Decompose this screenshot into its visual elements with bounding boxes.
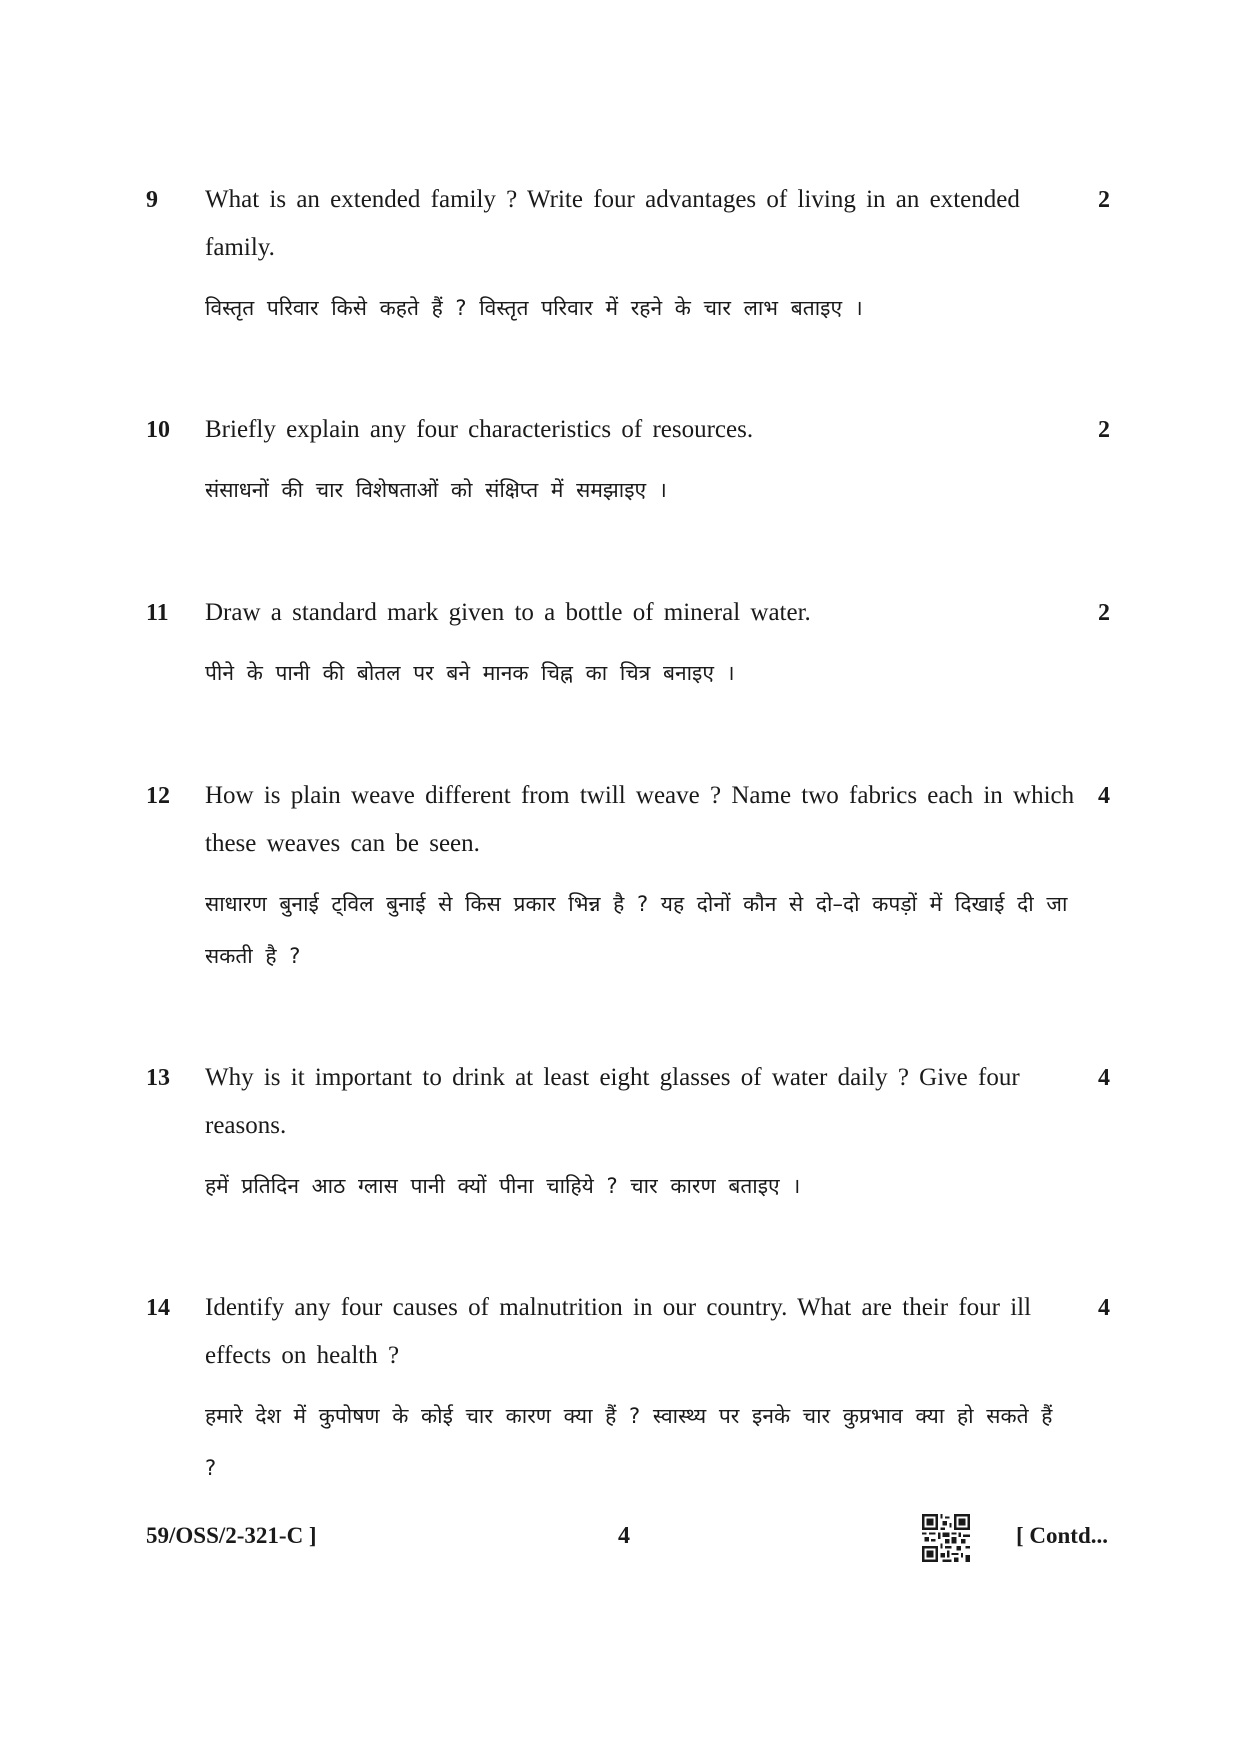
question-text-hindi: साधारण बुनाई ट्विल बुनाई से किस प्रकार भिन्न है ? यह दोनों कौन से दो–दो कपड़ों में दिखाई दी जा सकती है ?	[205, 892, 1068, 968]
question-text-hindi: विस्तृत परिवार किसे कहते हैं ? विस्तृत परिवार में रहने के चार लाभ बताइए ।	[205, 296, 863, 320]
question-text-english: Why is it important to drink at least eight glasses of water daily ? Give four reasons.	[205, 1064, 1020, 1139]
question-body	[205, 772, 1075, 982]
qr-code-icon	[922, 1514, 970, 1562]
continued-label: [ Contd...	[1016, 1523, 1109, 1548]
question-number: 12	[146, 783, 170, 809]
question-marks: 2	[1098, 600, 1110, 626]
paper-code: 59/OSS/2-321-C ]	[146, 1523, 317, 1548]
question-number: 14	[146, 1295, 170, 1321]
question-body	[205, 589, 1075, 699]
question-number: 9	[146, 187, 158, 213]
question-body	[205, 1054, 1075, 1212]
question-text-english: What is an extended family ? Write four advantages of living in an extended family.	[205, 186, 1020, 261]
question-text-english: Briefly explain any four characteristics of resources.	[205, 416, 754, 443]
question-body	[205, 1284, 1075, 1494]
question-marks: 2	[1098, 187, 1110, 213]
question-marks: 4	[1098, 783, 1110, 809]
question-text-english: How is plain weave different from twill weave ? Name two fabrics each in which these weaves can be seen.	[205, 782, 1075, 857]
question-marks: 2	[1098, 417, 1110, 443]
question-body	[205, 176, 1075, 334]
question-text-english: Draw a standard mark given to a bottle of mineral water.	[205, 599, 811, 626]
question-text-hindi: संसाधनों की चार विशेषताओं को संक्षिप्त में समझाइए ।	[205, 478, 667, 502]
question-marks: 4	[1098, 1295, 1110, 1321]
question-text-hindi: हमारे देश में कुपोषण के कोई चार कारण क्या हैं ? स्वास्थ्य पर इनके चार कुप्रभाव क्या हो सकते हैं ?	[205, 1404, 1053, 1480]
question-body	[205, 406, 1075, 516]
question-text-hindi: हमें प्रतिदिन आठ ग्लास पानी क्यों पीना चाहिये ? चार कारण बताइए ।	[205, 1174, 801, 1198]
question-number: 13	[146, 1065, 170, 1091]
question-number: 10	[146, 417, 170, 443]
question-text-english: Identify any four causes of malnutrition in our country. What are their four ill effects on health ?	[205, 1294, 1032, 1369]
page-number: 4	[618, 1523, 630, 1549]
question-number: 11	[146, 600, 169, 626]
question-text-hindi: पीने के पानी की बोतल पर बने मानक चिह्न का चित्र बनाइए ।	[205, 661, 735, 685]
question-marks: 4	[1098, 1065, 1110, 1091]
